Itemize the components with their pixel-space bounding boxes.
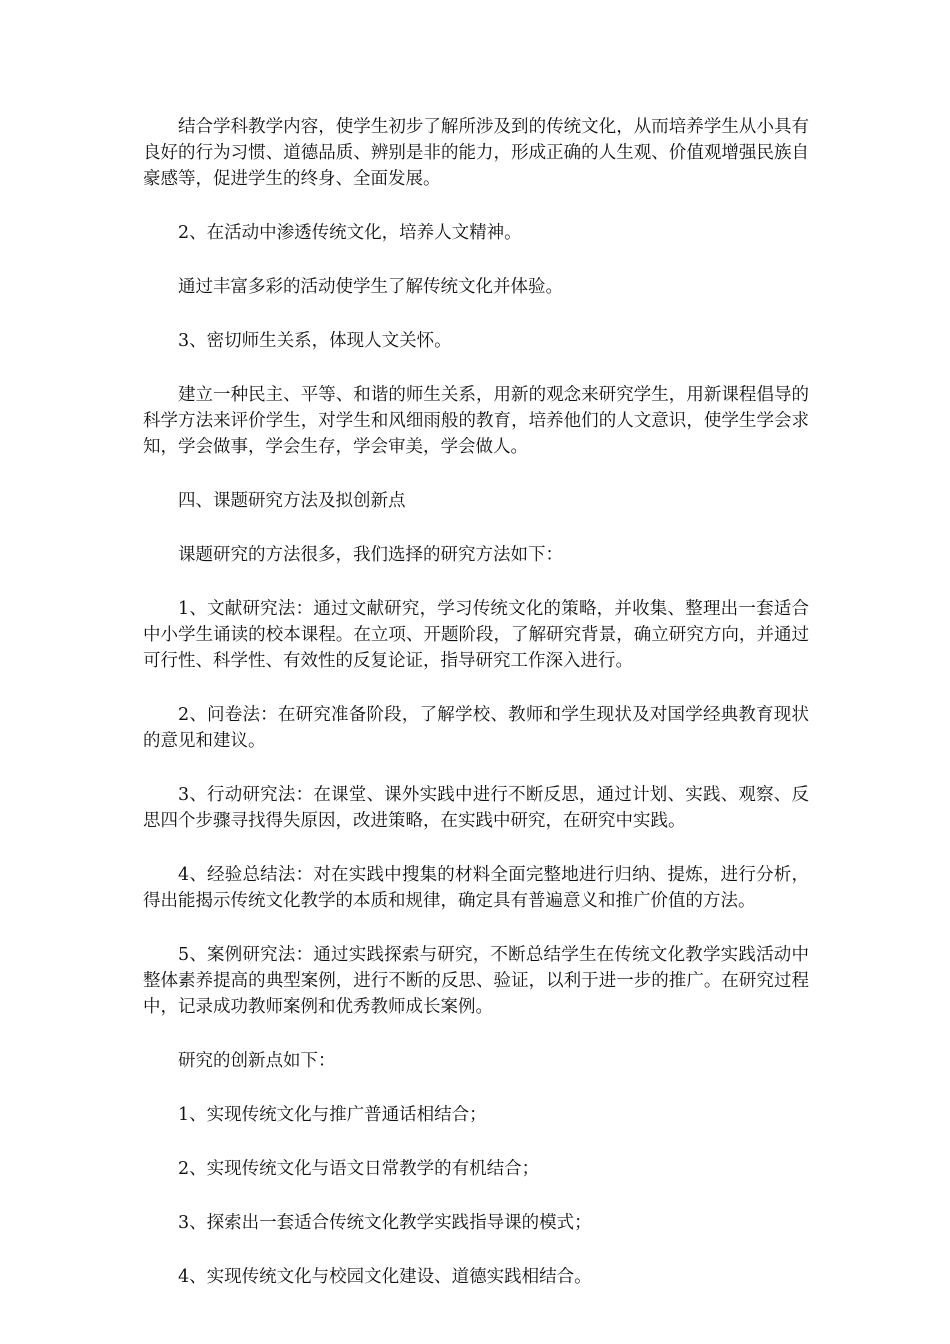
document-body <box>143 114 809 1318</box>
paragraph-methods-intro: 课题研究的方法很多，我们选择的研究方法如下： <box>178 545 563 565</box>
list-item-innovation-2: 2、实现传统文化与语文日常教学的有机结合； <box>178 1159 540 1179</box>
paragraph-method-experience-summary: 4、经验总结法：对在实践中搜集的材料全面完整地进行归纳、提炼，进行分析，得出能揭示传统文化教学的本质和规律，确定具有普遍意义和推广价值的方法。 <box>143 865 809 911</box>
paragraph-item-2-heading: 2、在活动中渗透传统文化，培养人文精神。 <box>178 223 522 243</box>
paragraph-item-3-body: 建立一种民主、平等、和谐的师生关系，用新的观念来研究学生，用新课程倡导的科学方法来评价学生，对学生和风细雨般的教育，培养他们的人文意识，使学生学会求知，学会做事，学会生存，学会审美，学会做人。 <box>143 385 809 457</box>
section-heading-methods: 四、课题研究方法及拟创新点 <box>178 491 406 511</box>
paragraph-innovation-intro: 研究的创新点如下： <box>178 1051 336 1071</box>
list-item-innovation-3: 3、探索出一套适合传统文化教学实践指导课的模式； <box>178 1213 592 1233</box>
paragraph-goal-description: 结合学科教学内容，使学生初步了解所涉及到的传统文化，从而培养学生从小具有良好的行为习惯、道德品质、辨别是非的能力，形成正确的人生观、价值观增强民族自豪感等，促进学生的终身、全面发展。 <box>143 117 809 189</box>
paragraph-item-3-heading: 3、密切师生关系，体现人文关怀。 <box>178 331 452 351</box>
paragraph-method-case-study: 5、案例研究法：通过实践探索与研究，不断总结学生在传统文化教学实践活动中整体素养提高的典型案例，进行不断的反思、验证，以利于进一步的推广。在研究过程中，记录成功教师案例和优秀教师成长案例。 <box>143 945 809 1017</box>
list-item-innovation-4: 4、实现传统文化与校园文化建设、道德实践相结合。 <box>178 1267 592 1287</box>
list-item-innovation-1: 1、实现传统文化与推广普通话相结合； <box>178 1105 487 1125</box>
paragraph-item-2-body: 通过丰富多彩的活动使学生了解传统文化并体验。 <box>178 277 563 297</box>
paragraph-method-literature: 1、文献研究法：通过文献研究，学习传统文化的策略，并收集、整理出一套适合中小学生诵读的校本课程。在立项、开题阶段，了解研究背景，确立研究方向，并通过可行性、科学性、有效性的反复论证，指导研究工作深入进行。 <box>143 599 809 671</box>
paragraph-method-action-research: 3、行动研究法：在课堂、课外实践中进行不断反思，通过计划、实践、观察、反思四个步骤寻找得失原因，改进策略，在实践中研究，在研究中实践。 <box>143 785 809 831</box>
paragraph-method-questionnaire: 2、问卷法：在研究准备阶段，了解学校、教师和学生现状及对国学经典教育现状的意见和建议。 <box>143 705 809 751</box>
